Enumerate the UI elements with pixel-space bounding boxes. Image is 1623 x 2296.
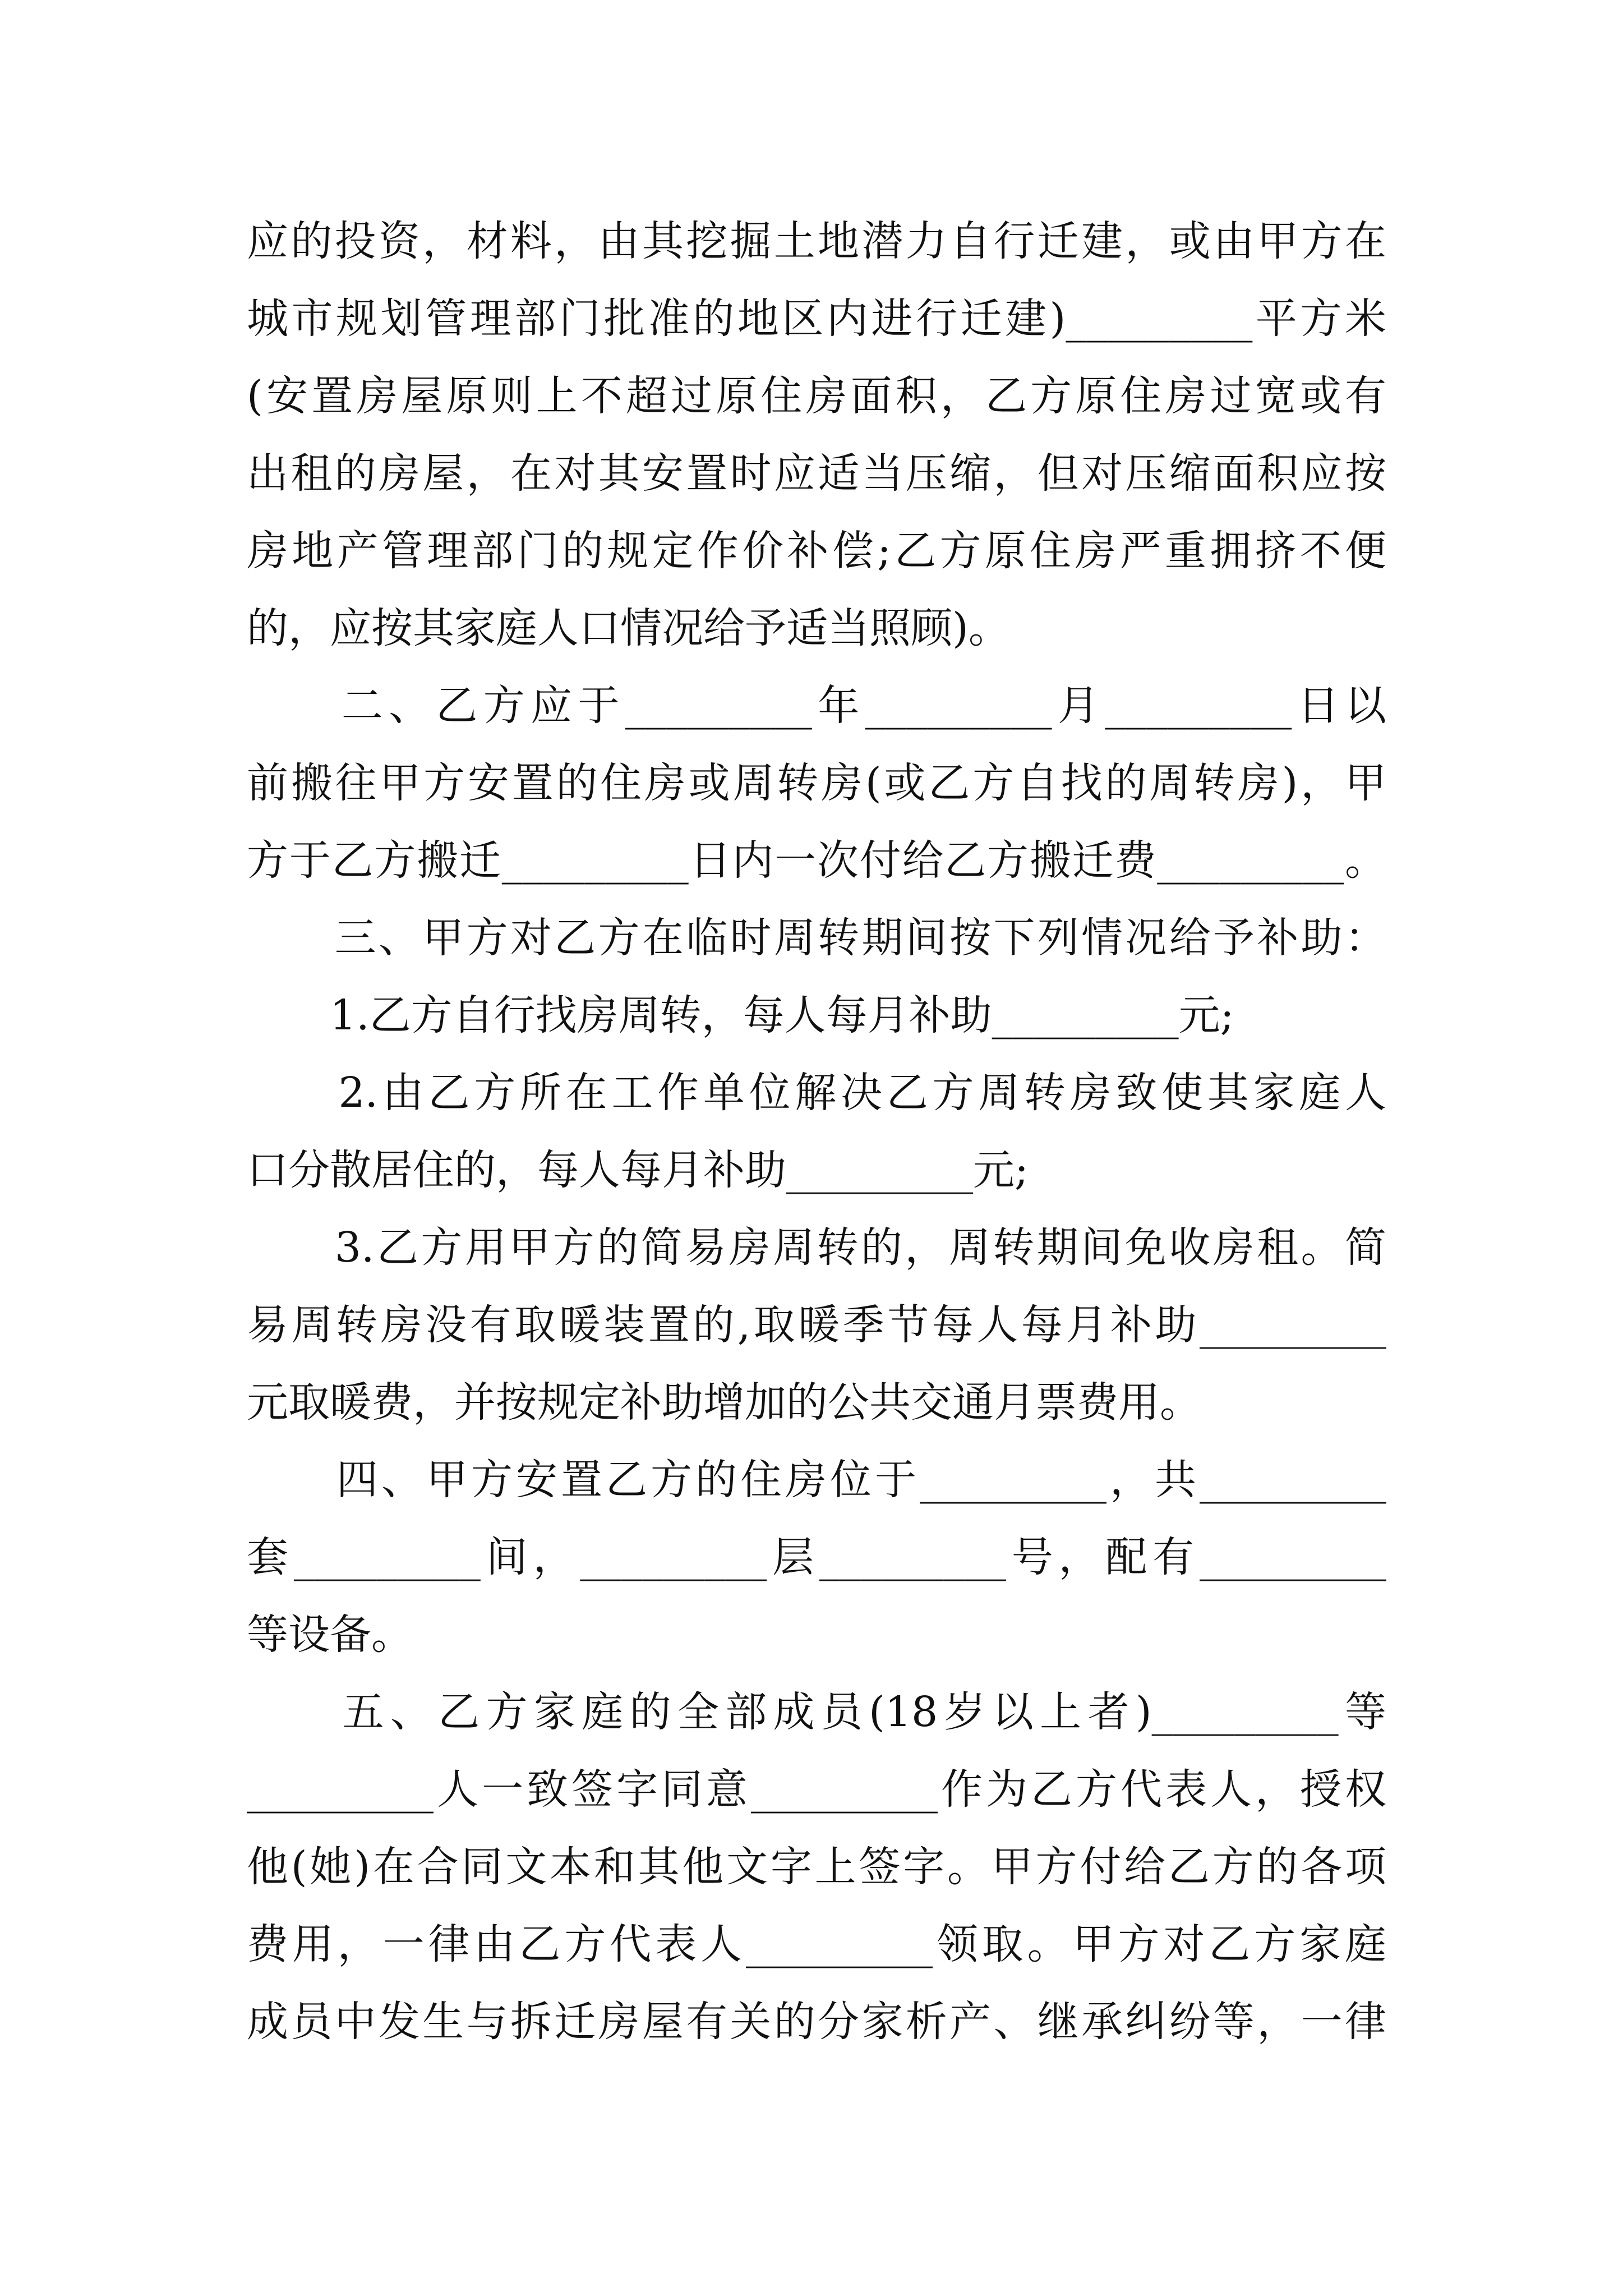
text-line: 2.由乙方所在工作单位解决乙方周转房致使其家庭人	[247, 1069, 1386, 1117]
text-line: 出租的房屋，在对其安置时应适当压缩，但对压缩面积应按	[247, 449, 1386, 498]
text-line: 三、甲方对乙方在临时周转期间按下列情况给予补助：	[247, 914, 1386, 962]
text-line: 成员中发生与拆迁房屋有关的分家析产、继承纠纷等，一律	[247, 1998, 1386, 2046]
text-line: 二、乙方应于_________年_________月_________日以	[247, 682, 1386, 730]
text-line: 五、乙方家庭的全部成员(18岁以上者)_________等	[247, 1688, 1386, 1736]
text-line: 费用，一律由乙方代表人_________领取。甲方对乙方家庭	[247, 1920, 1386, 1968]
text-line: 的，应按其家庭人口情况给予适当照顾)。	[247, 604, 1010, 652]
text-line: 四、甲方安置乙方的住房位于_________，共_________	[247, 1456, 1386, 1504]
text-line: 房地产管理部门的规定作价补偿;乙方原住房严重拥挤不便	[247, 527, 1386, 575]
text-line: 易周转房没有取暖装置的,取暖季节每人每月补助_________	[247, 1301, 1386, 1349]
text-line: 他(她)在合同文本和其他文字上签字。甲方付给乙方的各项	[247, 1843, 1386, 1891]
text-line: 等设备。	[247, 1611, 413, 1659]
text-line: 套_________间，_________层_________号，配有_________	[247, 1533, 1386, 1581]
text-line: 1.乙方自行找房周转，每人每月补助_________元;	[247, 991, 1234, 1039]
text-line: 方于乙方搬迁_________日内一次付给乙方搬迁费_________。	[247, 836, 1386, 885]
text-line: (安置房屋原则上不超过原住房面积，乙方原住房过宽或有	[247, 372, 1386, 420]
text-line: 元取暖费，并按规定补助增加的公共交通月票费用。	[247, 1378, 1201, 1427]
text-line: 城市规划管理部门批准的地区内进行迁建)_________平方米	[247, 295, 1386, 343]
text-line: 前搬往甲方安置的住房或周转房(或乙方自找的周转房)，甲	[247, 759, 1386, 807]
text-line: 3.乙方用甲方的简易房周转的，周转期间免收房租。简	[247, 1223, 1386, 1272]
text-line: _________人一致签字同意_________作为乙方代表人，授权	[247, 1765, 1386, 1814]
text-line: 应的投资，材料，由其挖掘土地潜力自行迁建，或由甲方在	[247, 217, 1386, 265]
text-line: 口分散居住的，每人每月补助_________元;	[247, 1146, 1029, 1194]
